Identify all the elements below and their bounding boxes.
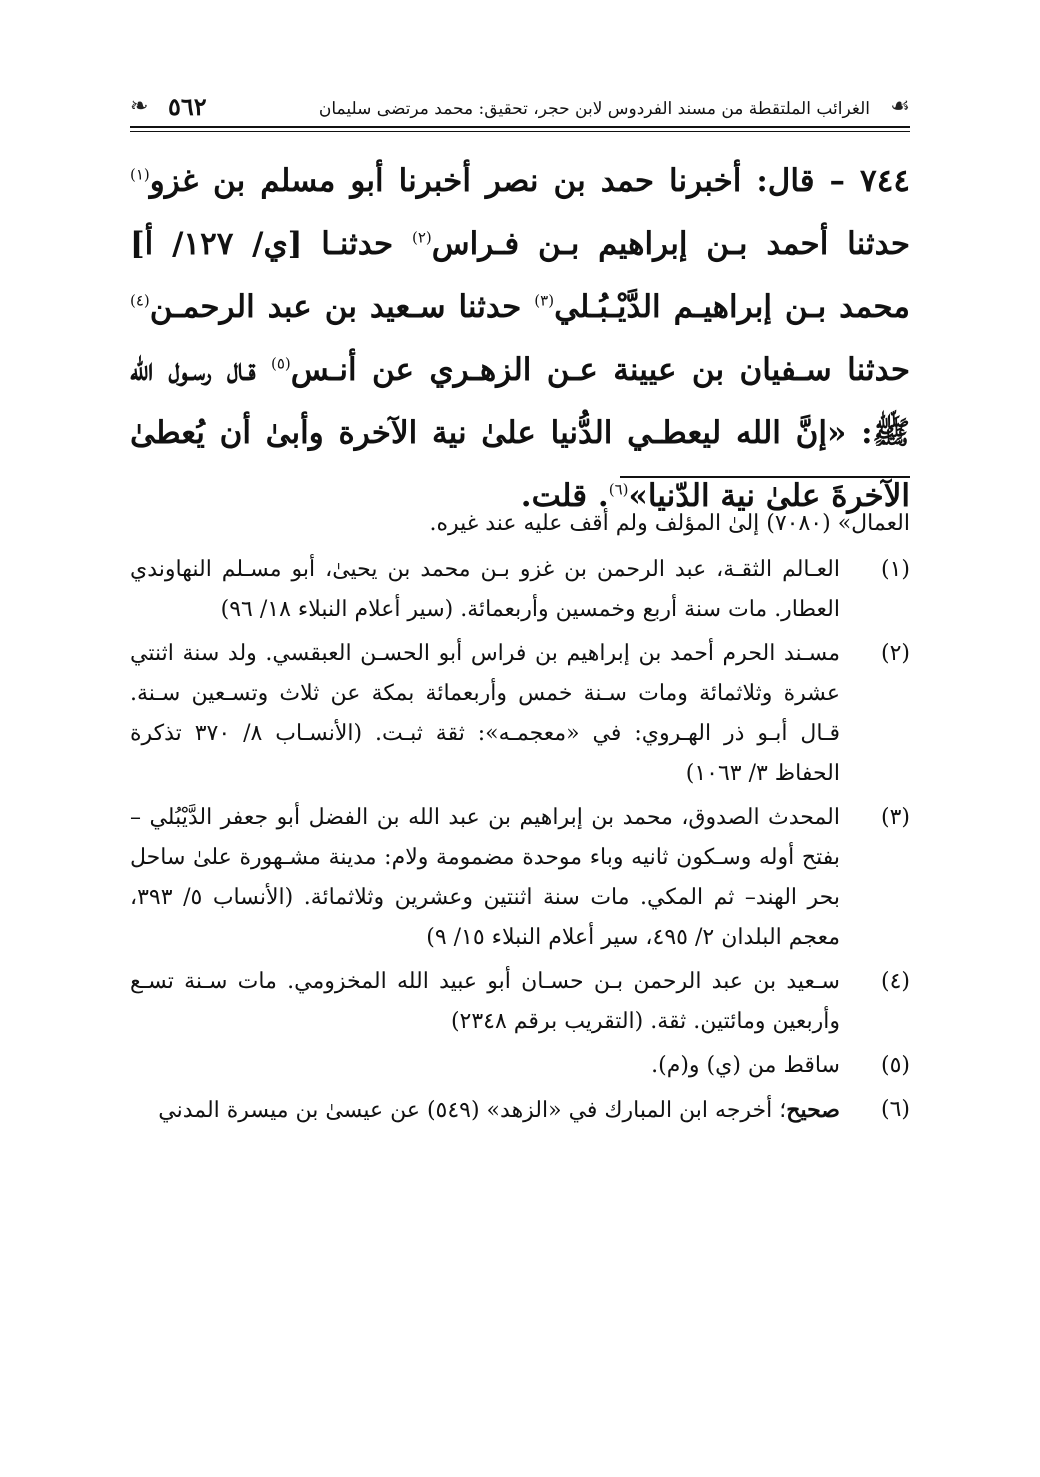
footnote-item: [130, 798, 910, 958]
grading-label: صحيح: [786, 1097, 840, 1123]
running-header: [130, 90, 910, 142]
footnote-item: [130, 962, 910, 1042]
footnote-text: سـعيد بن عبد الرحمن بـن حسـان أبو عبيد الله المخزومي. مات سـنة تسـع وأربعين ومائتين. ثقة. (التقريب برقم ٢٣٤٨): [130, 969, 840, 1034]
footnote-number: (٢): [880, 641, 910, 666]
footnote-number: (٦): [880, 1097, 910, 1122]
header-rule-thin: [130, 131, 910, 132]
header-ornament-right-icon: ☙: [890, 94, 910, 119]
header-rule: [130, 126, 910, 128]
page-number: ٥٦٢: [168, 92, 207, 121]
footnote-text-rest: ؛ أخرجه ابن المبارك في «الزهد» (٥٤٩) عن عيسىٰ بن ميسرة المدني: [158, 1098, 787, 1123]
footnote-text: العـالم الثقـة، عبد الرحمن بن غزو بـن محمد بن يحيىٰ، أبو مسـلم النهاوندي العطار. مات سنة أربع وخمسين وأربعمائة. (سير أعلام النبلاء ١٨/ ٩٦): [130, 557, 840, 622]
running-title: الغرائب الملتقطة من مسند الفردوس لابن حجر، تحقيق: محمد مرتضى سليمان: [318, 99, 870, 119]
text-segment: قـال رسـول الله ﷺ: «: [130, 352, 910, 451]
hadith-text: إنَّ الله ليعطـي الدُّنيا علىٰ نية الآخرة وأبىٰ أن يُعطىٰ الآخرةَ علىٰ نية الدّنيا: [130, 415, 910, 514]
footnote-ref: (٤): [130, 291, 150, 310]
text-segment: حدثنـا [ي/ ١٢٧/ أ] محمد بـن إبراهيـم الدَّيْـبُـلي: [130, 226, 910, 325]
footnote-ref: (٦): [608, 480, 629, 499]
footnote-item: [130, 1046, 910, 1086]
footnote-ref: (٣): [534, 291, 555, 310]
header-ornament-left-icon: ❧: [130, 94, 149, 119]
footnote-text: مسـند الحرم أحمد بن إبراهيم بن فراس أبو الحسـن العبقسي. ولد سنة اثنتي عشرة وثلاثمائة ومات سـنة خمس وأربعمائة بمكة عن ثلاث وتسـعين سـنة. قـال أبـو ذر الهـروي: في «معجمـه»: ثقة ثبـت. (الأنسـاب ٨/ ٣٧٠ تذكرة الحفاظ ٣/ ١٠٦٣): [130, 641, 841, 786]
footnote-item: [130, 1090, 910, 1131]
text-segment: ٧٤٤ – قال: أخبرنا حمد بن نصر أخبرنا أبو مسلم بن غزو: [149, 163, 910, 199]
hadith-paragraph: [130, 150, 910, 528]
footnote-ref: (١): [130, 165, 150, 184]
footnotes: [130, 504, 910, 1135]
footnote-item: [130, 634, 910, 794]
main-text: [130, 150, 910, 528]
footnote-text: المحدث الصدوق، محمد بن إبراهيم بن عبد الله بن الفضل أبو جعفر الدَّيْبُلي –بفتح أوله وسـكون ثانيه وباء موحدة مضمومة ولام: مدينة مشـهورة علىٰ ساحل بحر الهند– ثم المكي. مات سنة اثنتين وعشرين وثلاثمائة. (الأنساب ٥/ ٣٩٣، معجم البلدان ٢/ ٤٩٥، سير أعلام النبلاء ١٥/ ٩): [130, 805, 840, 950]
footnote-ref: (٢): [412, 228, 432, 247]
footnote-number: (٤): [880, 969, 910, 994]
text-segment: حدثنا أحمد بـن إبراهيم بـن فـراس: [431, 226, 911, 262]
footnote-number: (١): [880, 557, 910, 582]
footnote-continuation: العمال» (٧٠٨٠) إلىٰ المؤلف ولم أقف عليه عند غيره.: [429, 511, 910, 536]
footnote-item: [130, 550, 910, 630]
text-segment: »: [628, 478, 648, 514]
text-segment: . قلت.: [520, 478, 609, 514]
footnote-separator: [130, 476, 910, 478]
footnote-ref: (٥): [270, 354, 291, 373]
footnote-text: [130, 1090, 840, 1131]
text-segment: حدثنا سـفيان بن عيينة عـن الزهـري عن أنـس: [290, 352, 911, 388]
footnote-number: (٥): [880, 1053, 910, 1078]
separator-line: [620, 476, 910, 478]
footnote-text: ساقط من (ي) و(م).: [651, 1053, 840, 1078]
text-segment: حدثنا سـعيد بن عبد الرحمـن: [149, 289, 535, 325]
footnote-number: (٣): [880, 805, 910, 830]
